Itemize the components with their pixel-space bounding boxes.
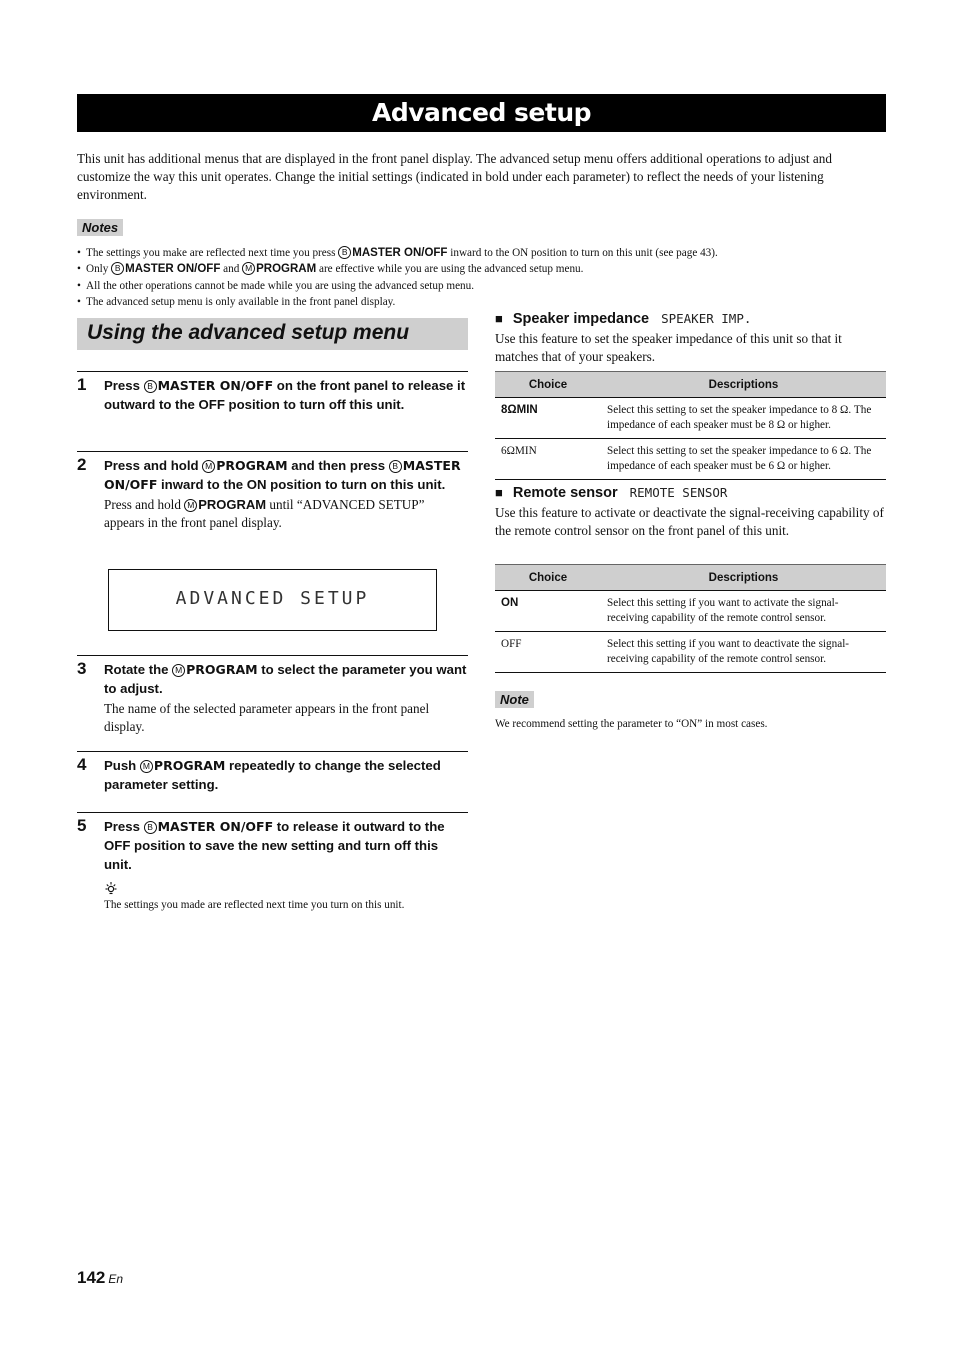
table-row: OFF Select this setting if you want to deactivate the signal-receiving capability of the remote control sensor. [495, 632, 886, 673]
master-key-label: MASTER ON/OFF [352, 247, 448, 259]
program-button-icon: M [202, 460, 215, 473]
note-label: Note [495, 691, 534, 708]
note-item: • Only B MASTER ON/OFF and M PROGRAM are effective while you are using the advanced setup menu. [77, 261, 886, 277]
page-number: 142 En [77, 1268, 124, 1287]
program-key-label: PROGRAM [216, 458, 288, 473]
step-4: 4 Push M PROGRAM repeatedly to change the selected parameter setting. [77, 751, 468, 794]
step-2: 2 Press and hold M PROGRAM and then press B MASTER ON/OFF inward to the ON position to turn on this unit. Press and hold M PROGRAM until “ADVANCED SETUP” appears in the front panel display. [77, 451, 468, 532]
step-3: 3 Rotate the M PROGRAM to select the parameter you want to adjust. The name of the selected parameter appears in the front panel display. [77, 655, 468, 736]
remote-sensor-description: Use this feature to activate or deactivate the signal-receiving capability of the remote control sensor on the front panel of this unit. [495, 505, 884, 538]
note-text: We recommend setting the parameter to “ON” in most cases. [495, 718, 768, 730]
tip-text: The settings you made are reflected next time you turn on this unit. [104, 899, 405, 911]
step-1: 1 Press B MASTER ON/OFF on the front panel to release it outward to the OFF position to turn off this unit. [77, 371, 468, 414]
section-heading: Using the advanced setup menu [77, 318, 468, 350]
master-button-icon: B [144, 821, 157, 834]
remote-sensor-table [495, 564, 886, 673]
remote-sensor-heading: ■ Remote sensor REMOTE SENSOR [495, 485, 728, 501]
master-button-icon: B [338, 246, 351, 259]
master-button-icon: B [389, 460, 402, 473]
master-button-icon: B [111, 262, 124, 275]
speaker-impedance-description: Use this feature to set the speaker impedance of this unit so that it matches that of your speakers. [495, 331, 842, 364]
note-item: • All the other operations cannot be made while you are using the advanced setup menu. [77, 278, 886, 294]
program-button-icon: M [184, 499, 197, 512]
notes-list [77, 245, 886, 310]
speaker-display-text: SPEAKER IMP. [661, 311, 752, 326]
remote-display-text: REMOTE SENSOR [629, 485, 728, 500]
program-button-icon: M [140, 760, 153, 773]
intro-paragraph: This unit has additional menus that are displayed in the front panel display. The advanced setup menu offers additional operations to adjust and customize the way this unit operates. Change the initial settings (indicated in bold under each parameter) to reflect the needs of your listening environment. [77, 151, 832, 202]
note-item: • The advanced setup menu is only available in the front panel display. [77, 294, 886, 310]
step-5: 5 Press B MASTER ON/OFF to release it outward to the OFF position to save the new setting and turn off this unit. [77, 812, 468, 874]
speaker-impedance-heading: ■ Speaker impedance SPEAKER IMP. [495, 311, 752, 327]
table-row: 6ΩMIN Select this setting to set the speaker impedance to 6 Ω. The impedance of each speaker must be 6 Ω or higher. [495, 439, 886, 480]
note-item: • The settings you make are reflected next time you press B MASTER ON/OFF inward to the ON position to turn on this unit (see page 43). [77, 245, 886, 261]
master-key-label: MASTER ON/OFF [157, 819, 274, 834]
program-key-label: PROGRAM [186, 662, 258, 677]
table-row: 8ΩMIN Select this setting to set the speaker impedance to 8 Ω. The impedance of each speaker must be 8 Ω or higher. [495, 398, 886, 439]
page-title: Advanced setup [77, 94, 886, 132]
master-button-icon: B [144, 380, 157, 393]
speaker-impedance-table [495, 371, 886, 480]
program-button-icon: M [172, 664, 185, 677]
program-key-label: PROGRAM [153, 758, 226, 773]
program-button-icon: M [242, 262, 255, 275]
program-key-label: PROGRAM [198, 497, 267, 512]
table-header: Choice Descriptions [495, 372, 886, 398]
table-header: Choice Descriptions [495, 565, 886, 591]
lightbulb-icon [104, 881, 118, 899]
master-key-label: MASTER ON/OFF [125, 263, 221, 276]
master-key-label: MASTER ON/OFF [157, 378, 274, 393]
notes-label: Notes [77, 219, 123, 236]
master-key-label: MASTER ON/OFF [104, 458, 461, 492]
table-row: ON Select this setting if you want to activate the signal-receiving capability of the remote control sensor. [495, 591, 886, 632]
front-panel-display: ADVANCED SETUP [108, 569, 437, 631]
program-key-label: PROGRAM [256, 263, 317, 276]
